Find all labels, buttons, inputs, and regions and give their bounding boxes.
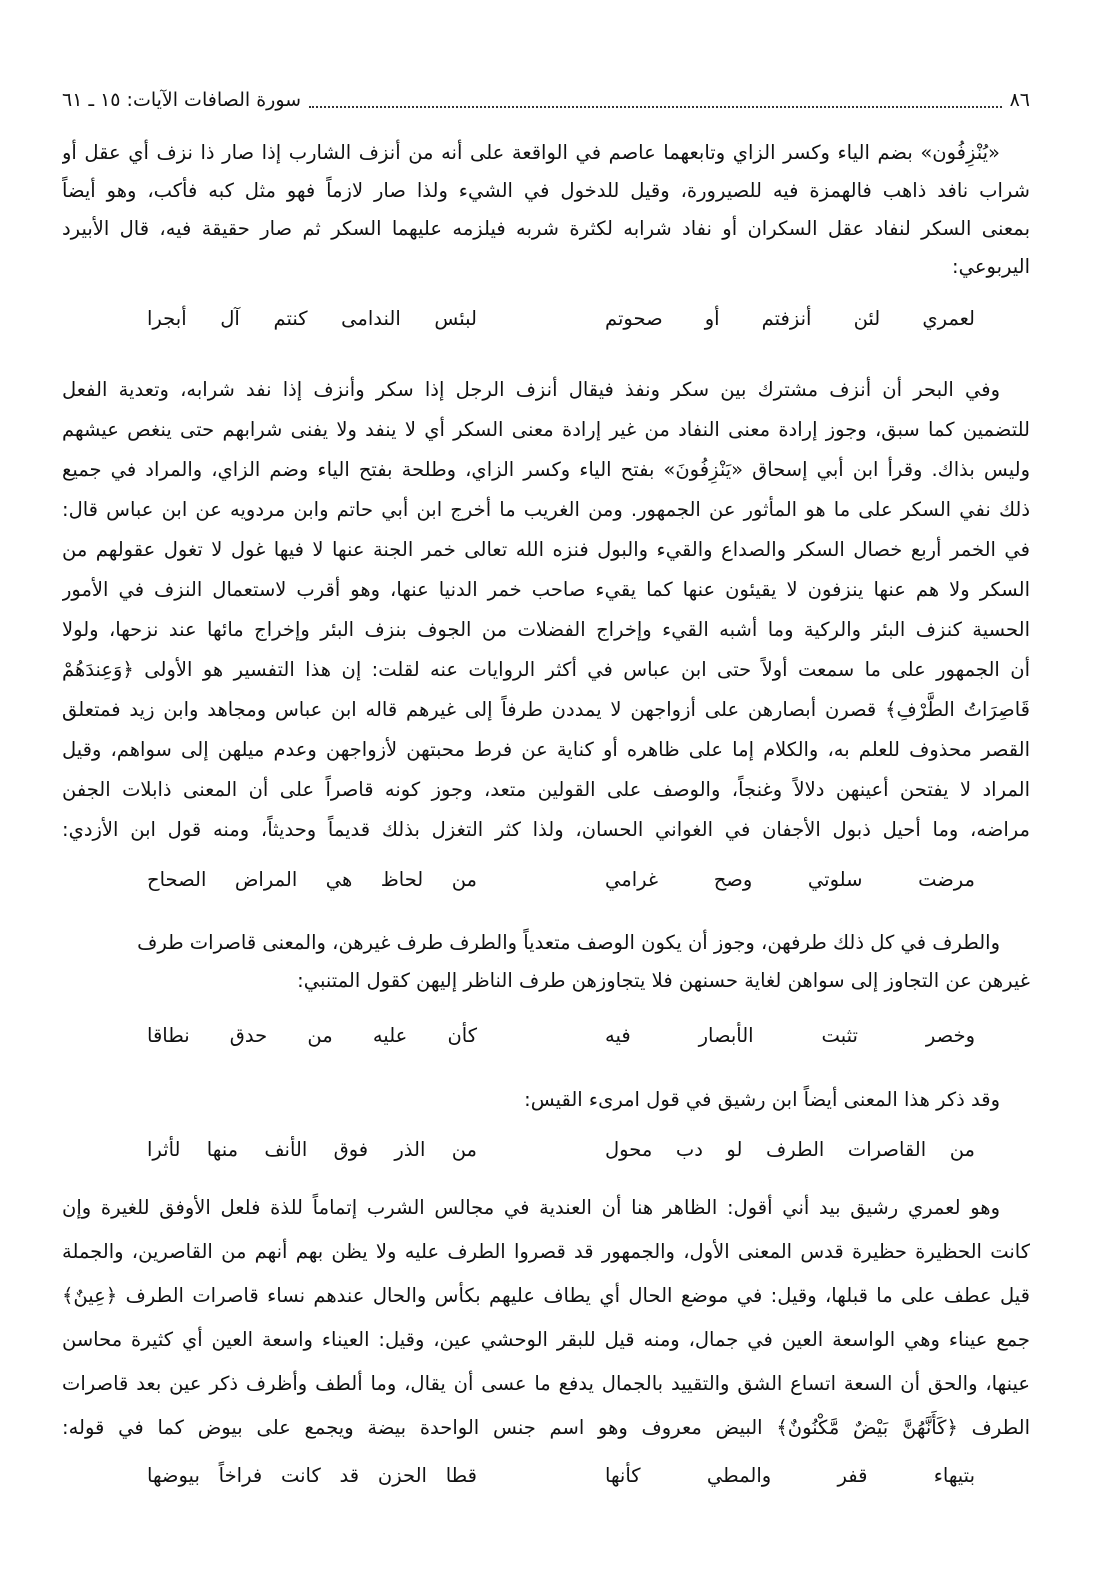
text-line: وقد ذكر هذا المعنى أيضاً ابن رشيق في قول امرىء القيس: xyxy=(524,1088,1000,1111)
text-line: السكر ولا هم عنها ينزفون لا يقيئون عنها كما يقيء صاحب خمر الدنيا عنها، وهو أقرب لاستعمال النزف في الأمور xyxy=(62,578,1030,601)
second-hemistich: لبئس الندامى كنتم آل أبجرا xyxy=(147,307,477,330)
text-line: وليس بذاك. وقرأ ابن أبي إسحاق «يَنْزِفُونَ» بفتح الياء وكسر الزاي، وطلحة بفتح الياء وضم الزاي، والمراد في جميع xyxy=(62,458,1030,481)
text-line: أن الجمهور على ما سمعت أولاً حتى ابن عباس في أكثر الروايات عنه لقلت: إن هذا التفسير هو الأولى ﴿وَعِندَهُمْ xyxy=(62,658,1030,681)
text-line: في الخمر أربع خصال السكر والصداع والقيء والبول فنزه الله تعالى خمر الجنة عنها لا فيها غول لا تغول عقولهم من xyxy=(62,538,1030,561)
second-hemistich: من الذر فوق الأنف منها لأثرا xyxy=(147,1138,477,1161)
text-line: جمع عيناء وهي الواسعة العين في جمال، ومنه قيل للبقر الوحشي عين، وقيل: العيناء واسعة العين أي كثيرة محاسن xyxy=(62,1328,1030,1351)
text-line: كانت الحظيرة حظيرة قدس المعنى الأول، والجمهور قد قصروا الطرف عليه ولا يظن بهم أنهم من القاصرين، والجملة xyxy=(62,1240,1030,1263)
text-line: قيل عطف على ما قبلها، وقيل: في موضع الحال أي يطاف عليهم بكأس والحال عندهم نساء قاصرات الطرف ﴿عِينٌ﴾ xyxy=(62,1284,1030,1307)
text-line: اليربوعي: xyxy=(952,255,1030,278)
first-hemistich: بتيهاء قفر والمطي كأنها xyxy=(605,1464,975,1487)
text-line: عينها، والحق أن السعة اتساع الشق والتقييد بالجمال يدفع ما عسى أن يقال، وما ألطف وأظرف ذكر عين بعد قاصرات xyxy=(62,1372,1030,1395)
text-line: غيرهن عن التجاوز إلى سواهن لغاية حسنهن فلا يتجاوزهن طرف الناظر إليهن كقول المتنبي: xyxy=(297,969,1030,992)
text-line: الطرف ﴿كَأَنَّهُنَّ بَيْضٌ مَّكْنُونٌ﴾ البيض معروف وهو اسم جنس الواحدة بيضة ويجمع على بيوض كما في قوله: xyxy=(62,1416,1030,1439)
text-line: القصر محذوف للعلم به، والكلام إما على ظاهره أو كناية عن فرط محبتهن لأزواجهن وعدم ميلهن إلى سواهم، وقيل xyxy=(62,738,1030,761)
dotted-leader xyxy=(309,92,1002,108)
poetry-verse xyxy=(62,1018,1030,1054)
first-hemistich: لعمري لئن أنزفتم أو صحوتم xyxy=(605,307,975,330)
text-line: بمعنى السكر لنفاد عقل السكران أو نفاد شرابه لكثرة شربه فيلزمه عليهما السكر ثم صار حقيقة فيه، قال الأبيرد xyxy=(62,217,1030,240)
text-line: للتضمين كما سبق، وجوز إرادة معنى النفاد من غير إرادة معنى السكر أي لا ينفد ولا يفنى شرابهم حتى ينغص عيشهم xyxy=(62,418,1030,441)
first-hemistich: وخصر تثبت الأبصار فيه xyxy=(605,1024,975,1047)
text-line: والطرف في كل ذلك طرفهن، وجوز أن يكون الوصف متعدياً والطرف طرف غيرهن، والمعنى قاصرات طرف xyxy=(137,931,1000,954)
poetry-verse xyxy=(62,862,1030,898)
text-line: ذلك نفي السكر على ما هو المأثور عن الجمهور. ومن الغريب ما أخرج ابن أبي حاتم وابن مردويه عن ابن عباس قال: xyxy=(62,498,1030,521)
text-line: قَاصِرَاتُ الطَّرْفِ﴾ قصرن أبصارهن على أزواجهن لا يمددن طرفاً إلى غيرهم قاله ابن عباس ومجاهد وابن زيد فمتعلق xyxy=(62,698,1030,721)
text-line: المراد لا يفتحن أعينهن دلالاً وغنجاً، والوصف على القولين متعد، وجوز كونه قاصراً على أن المعنى ذابلات الجفن xyxy=(62,778,1030,801)
page-number: ٨٦ xyxy=(1009,89,1030,111)
running-header xyxy=(62,82,1030,118)
poetry-verse xyxy=(62,1132,1030,1168)
text-line: مراضه، وما أحيل ذبول الأجفان في الغواني الحسان، ولذا كثر التغزل بذلك قديماً وحديثاً، ومنه قول ابن الأزدي: xyxy=(62,818,1030,841)
second-hemistich: من لحاظ هي المراض الصحاح xyxy=(147,868,477,891)
second-hemistich: كأن عليه من حدق نطاقا xyxy=(147,1024,477,1047)
text-line: الحسية كنزف البئر والركية وما أشبه القيء وإخراج الفضلات من الجوف بنزف البئر وإخراج مائها عند نزحها، ولولا xyxy=(62,618,1030,641)
text-line: وفي البحر أن أنزف مشترك بين سكر ونفذ فيقال أنزف الرجل إذا سكر وأنزف إذا نفد شرابه، وتعدية الفعل xyxy=(62,378,1000,401)
text-line: «يُنْزِفُون» بضم الياء وكسر الزاي وتابعهما عاصم في الواقعة على أنه من أنزف الشارب إذا صار ذا نزف أي عقل أو xyxy=(62,141,1000,164)
text-line: وهو لعمري رشيق بيد أني أقول: الظاهر هنا أن العندية في مجالس الشرب إتماماً للذة فلعل الأوفق للغيرة وإن xyxy=(62,1196,1000,1219)
text-line: شراب نافد ذاهب فالهمزة فيه للصيرورة، وقيل للدخول في الشيء ولذا صار لازماً فهو مثل كبه فأكب، وهو أيضاً xyxy=(62,179,1030,202)
first-hemistich: من القاصرات الطرف لو دب محول xyxy=(605,1138,975,1161)
first-hemistich: مرضت سلوتي وصح غرامي xyxy=(605,868,975,891)
poetry-verse xyxy=(62,301,1030,337)
running-title: سورة الصافات الآيات: ١٥ ـ ٦١ xyxy=(62,89,302,111)
poetry-verse xyxy=(62,1458,1030,1494)
second-hemistich: قطا الحزن قد كانت فراخاً بيوضها xyxy=(147,1464,477,1487)
